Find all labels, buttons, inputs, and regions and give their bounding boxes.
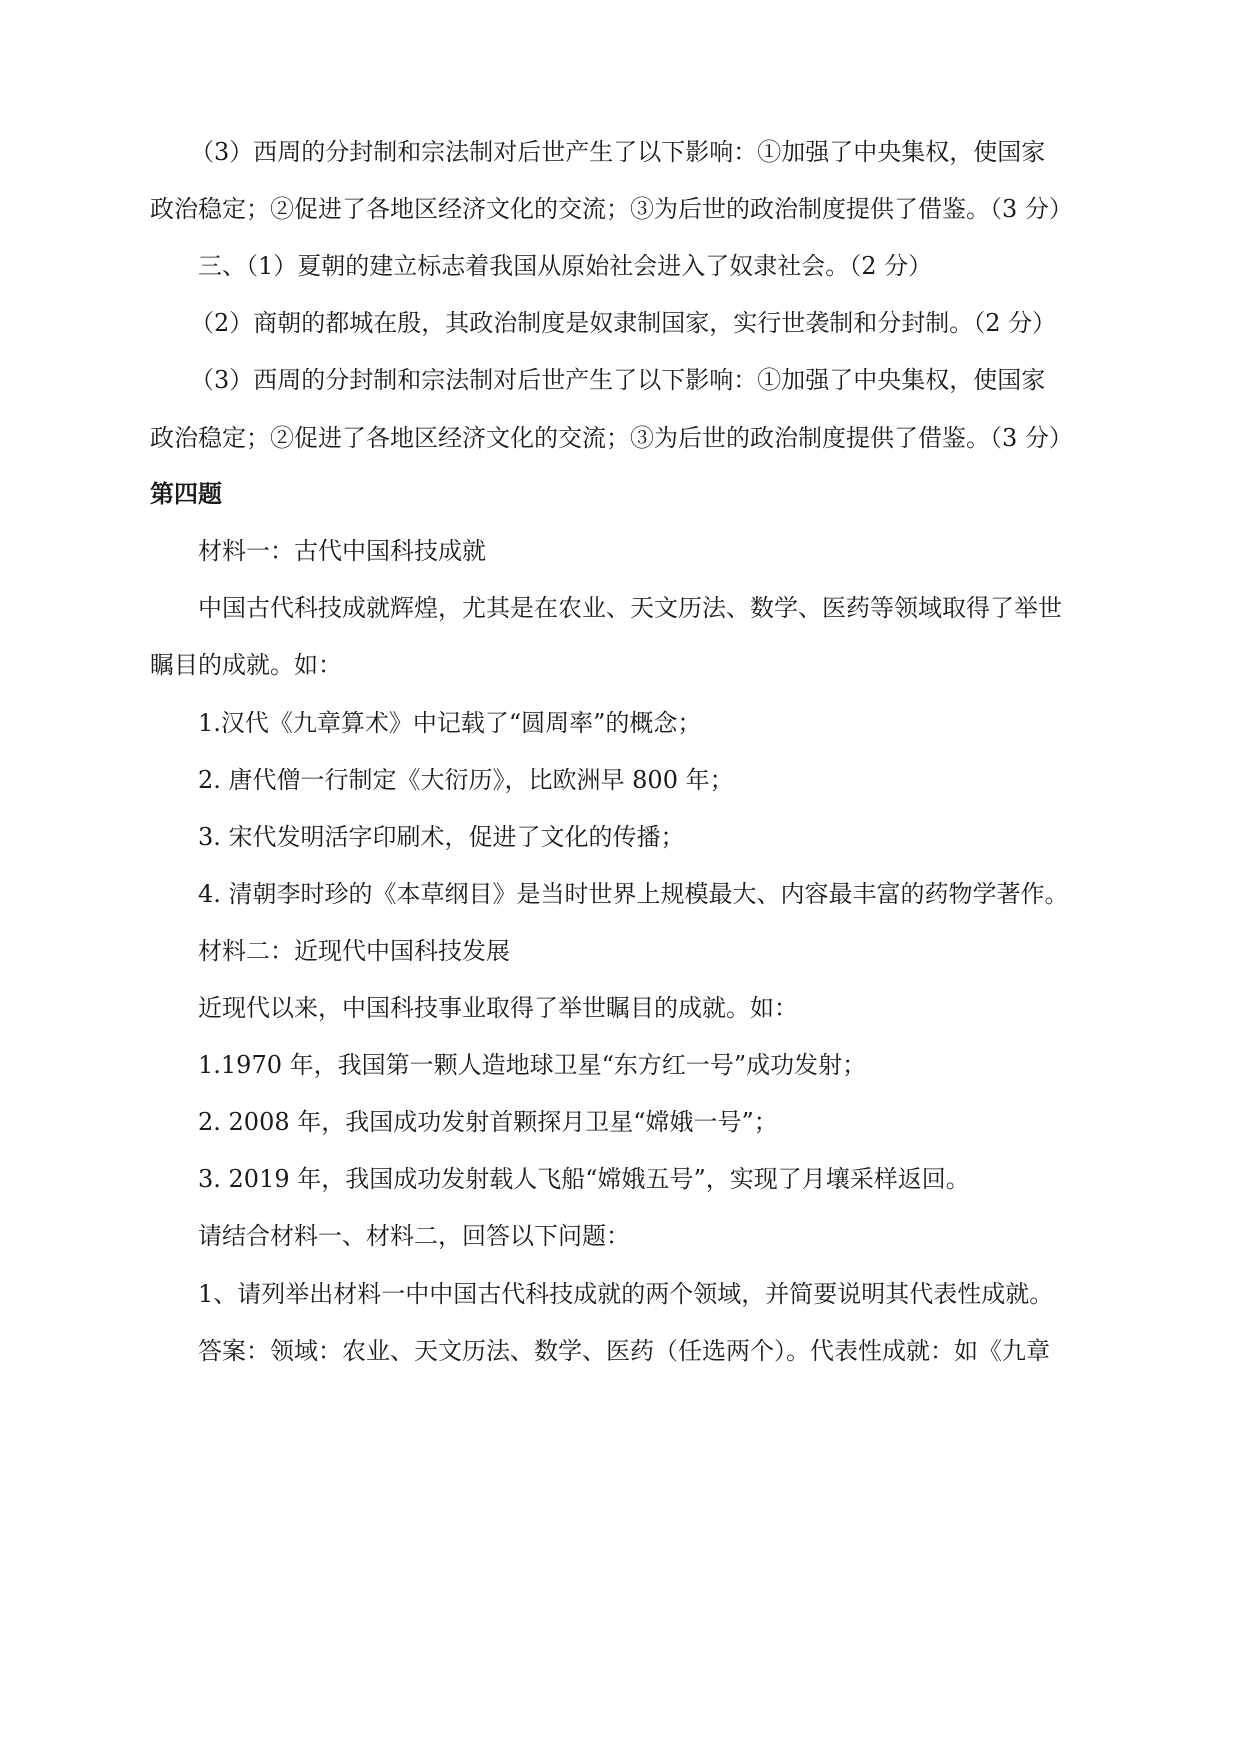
section-heading: 第四题	[150, 480, 222, 508]
question-1: 1、请列举出材料一中中国古代科技成就的两个领域，并简要说明其代表性成就。	[198, 1280, 1054, 1308]
answer-3-3-line-2: 政治稳定；②促进了各地区经济文化的交流；③为后世的政治制度提供了借鉴。（3 分）	[150, 424, 1073, 452]
answer-3-3-line-1: （3）西周的分封制和宗法制对后世产生了以下影响：①加强了中央集权，使国家	[190, 366, 1046, 394]
material-2-intro: 近现代以来，中国科技事业取得了举世瞩目的成就。如：	[198, 994, 798, 1022]
material-1-item-1: 1.汉代《九章算术》中记载了“圆周率”的概念；	[198, 709, 702, 737]
question-prompt: 请结合材料一、材料二，回答以下问题：	[198, 1222, 630, 1250]
answer-2-3-line-2: 政治稳定；②促进了各地区经济文化的交流；③为后世的政治制度提供了借鉴。（3 分）	[150, 195, 1073, 223]
material-1-item-3: 3. 宋代发明活字印刷术，促进了文化的传播；	[198, 823, 685, 851]
material-2-item-1: 1.1970 年，我国第一颗人造地球卫星“东方红一号”成功发射；	[198, 1051, 867, 1079]
material-2-title: 材料二：近现代中国科技发展	[198, 937, 510, 965]
material-1-intro-line-1: 中国古代科技成就辉煌，尤其是在农业、天文历法、数学、医药等领域取得了举世	[198, 594, 1062, 622]
answer-1: 答案：领域：农业、天文历法、数学、医药（任选两个）。代表性成就：如《九章	[198, 1337, 1050, 1365]
material-1-title: 材料一：古代中国科技成就	[198, 537, 486, 565]
material-1-intro-line-2: 瞩目的成就。如：	[150, 651, 342, 679]
material-2-item-2: 2. 2008 年，我国成功发射首颗探月卫星“嫦娥一号”；	[198, 1108, 778, 1136]
material-1-item-2: 2. 唐代僧一行制定《大衍历》，比欧洲早 800 年；	[198, 766, 734, 794]
material-2-item-3: 3. 2019 年，我国成功发射载人飞船“嫦娥五号”，实现了月壤采样返回。	[198, 1165, 970, 1193]
answer-3-1: 三、（1）夏朝的建立标志着我国从原始社会进入了奴隶社会。（2 分）	[198, 252, 933, 280]
answer-2-3-line-1: （3）西周的分封制和宗法制对后世产生了以下影响：①加强了中央集权，使国家	[190, 138, 1046, 166]
answer-3-2: （2）商朝的都城在殷，其政治制度是奴隶制国家，实行世袭制和分封制。（2 分）	[190, 309, 1057, 337]
material-1-item-4: 4. 清朝李时珍的《本草纲目》是当时世界上规模最大、内容最丰富的药物学著作。	[198, 880, 1069, 908]
